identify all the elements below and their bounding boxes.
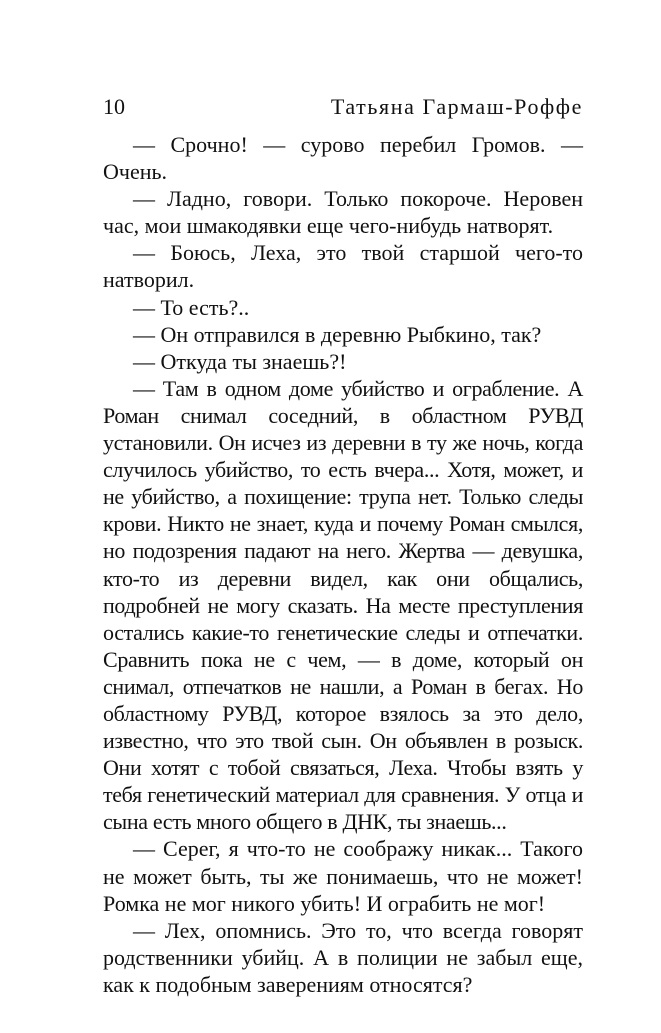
dialogue-paragraph: — Срочно! — сурово перебил Громов. — Очень. bbox=[103, 132, 583, 185]
dialogue-paragraph: — Серег, я что-то не соображу никак... Такого не может быть, ты же понимаешь, что не может! Ромка не мог никого убить! И ограбить не мог! bbox=[103, 836, 583, 916]
dialogue-paragraph: — Боюсь, Леха, это твой старшой чего-то натворил. bbox=[103, 240, 583, 293]
page-number: 10 bbox=[103, 94, 125, 119]
body-text bbox=[103, 131, 583, 998]
dialogue-paragraph: — Лех, опомнись. Это то, что всегда говорят родственники убийц. А в полиции не забыл еще, как к подобным заверениям относятся? bbox=[103, 917, 583, 997]
book-author: Татьяна Гармаш-Роффе bbox=[330, 94, 583, 119]
dialogue-paragraph: — Откуда ты знаешь?! bbox=[133, 348, 347, 374]
dialogue-paragraph: — То есть?.. bbox=[133, 294, 250, 320]
dialogue-paragraph: — Он отправился в деревню Рыбкино, так? bbox=[133, 321, 542, 347]
dialogue-paragraph: — Там в одном доме убийство и ограбление. А Роман снимал соседний, в областном РУВД установили. Он исчез из деревни в ту же ночь, когда случилось убийство, то есть вчера... Хотя, может, и не убийство, а похищение: трупа нет. Только следы крови. Никто не знает, куда и почему Роман смылся, но подозрения падают на него. Жертва — девушка, кто-то из деревни видел, как они общались, подробней не могу сказать. На месте преступления остались какие-то генетические следы и отпечатки. Сравнить пока не с чем, — в доме, который он снимал, отпечатков не нашли, а Роман в бегах. Но областному РУВД, которое взялось за это дело, известно, что это твой сын. Он объявлен в розыск. Они хотят с тобой связаться, Леха. Чтобы взять у тебя генетический материал для сравнения. У отца и сына есть много общего в ДНК, ты знаешь... bbox=[103, 375, 583, 835]
dialogue-paragraph: — Ладно, говори. Только покороче. Неровен час, мои шмакодявки еще чего-нибудь натворят. bbox=[103, 186, 583, 239]
running-head bbox=[103, 92, 583, 122]
